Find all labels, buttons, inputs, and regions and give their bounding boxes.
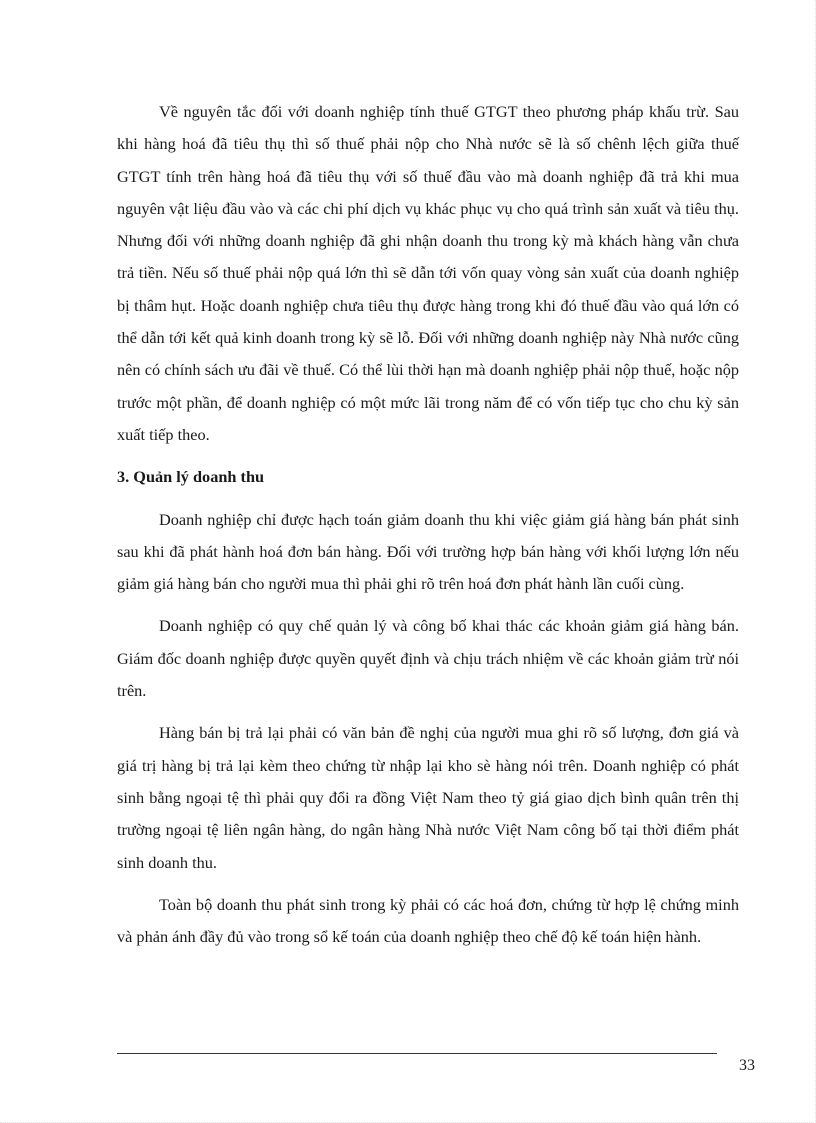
paragraph-reduction-regulation: Doanh nghiệp có quy chế quản lý và công bố khai thác các khoản giảm giá hàng bán. Giám đốc doanh nghiệp được quyền quyết định và chịu trách nhiệm về các khoản giảm trừ nói trên. [117, 616, 739, 701]
paragraph-revenue-documents: Toàn bộ doanh thu phát sinh trong kỳ phải có các hoá đơn, chứng từ hợp lệ chứng minh và phản ánh đầy đủ vào trong sổ kế toán của doanh nghiệp theo chế độ kế toán hiện hành. [117, 894, 739, 947]
paragraph-returned-goods: Hàng bán bị trả lại phải có văn bản đề nghị của người mua ghi rõ số lượng, đơn giá và giá trị hàng bị trả lại kèm theo chứng từ nhập lại kho sè hàng nói trên. Doanh nghiệp có phát sinh bằng ngoại tệ thì phải quy đổi ra đồng Việt Nam theo tỷ giá giao dịch bình quân trên thị trường ngoại tệ liên ngân hàng, do ngân hàng Nhà nước Việt Nam công bố tại thời điểm phát sinh doanh thu. [117, 723, 739, 872]
page-number: 33 [739, 1057, 755, 1074]
document-body [117, 96, 739, 953]
footer-divider [117, 1053, 717, 1054]
paragraph-tax-principle: Về nguyên tắc đối với doanh nghiệp tính thuế GTGT theo phương pháp khấu trừ. Sau khi hàng hoá đã tiêu thụ thì số thuế phải nộp cho Nhà nước sẽ là số chênh lệch giữa thuế GTGT tính trên hàng hoá đã tiêu thụ với số thuế đầu vào mà doanh nghiệp đã trả khi mua nguyên vật liệu đầu vào và các chi phí dịch vụ khác phục vụ cho quá trình sản xuất và tiêu thụ. Nhưng đối với những doanh nghiệp đã ghi nhận doanh thu trong kỳ mà khách hàng vẫn chưa trả tiền. Nếu số thuế phải nộp quá lớn thì sẽ dẫn tới vốn quay vòng sản xuất của doanh nghiệp bị thâm hụt. Hoặc doanh nghiệp chưa tiêu thụ được hàng trong khi đó thuế đầu vào quá lớn có thể dẫn tới kết quả kinh doanh trong kỳ sẽ lỗ. Đối với những doanh nghiệp này Nhà nước cũng nên có chính sách ưu đãi về thuế. Có thể lùi thời hạn mà doanh nghiệp phải nộp thuế, hoặc nộp trước một phần, để doanh nghiệp có một mức lãi trong năm để có vốn tiếp tục cho chu kỳ sản xuất tiếp theo. [117, 102, 739, 444]
paragraph-price-reduction: Doanh nghiệp chỉ được hạch toán giảm doanh thu khi việc giảm giá hàng bán phát sinh sau khi đã phát hành hoá đơn bán hàng. Đối với trường hợp bán hàng với khối lượng lớn nếu giảm giá hàng bán cho người mua thì phải ghi rõ trên hoá đơn phát hành lần cuối cùng. [117, 509, 739, 594]
section-heading-revenue-management: 3. Quản lý doanh thu [117, 467, 265, 487]
